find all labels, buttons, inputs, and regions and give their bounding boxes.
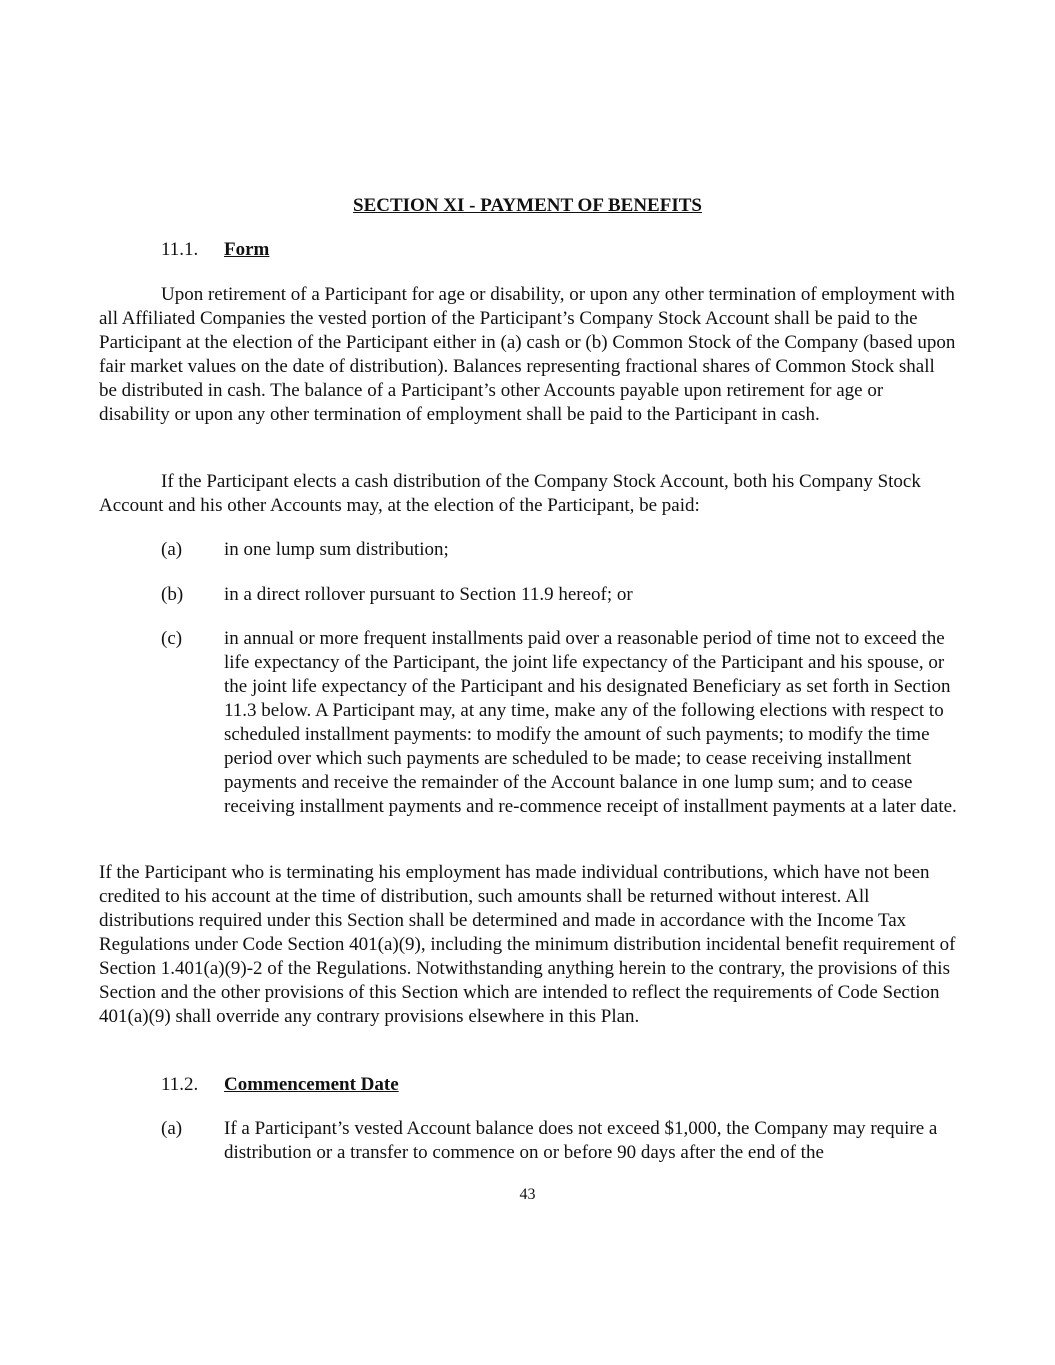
page-number: 43 xyxy=(519,1186,536,1203)
heading-title: Commencement Date xyxy=(224,1074,399,1095)
list-item-text: If a Participant’s vested Account balance does not exceed $1,000, the Company may require a distribution or a transfer to commence on or before 90 days after the end of the xyxy=(224,1118,938,1163)
paragraph-form-1: Upon retirement of a Participant for age or disability, or upon any other termination of employment with all Affiliated Companies the vested portion of the Participant’s Company Stock Account shall be paid to the Participant at the election of the Participant either in (a) cash or (b) Common Stock of the Company (based upon fair market values on the date of distribution). Balances representing fractional shares of Common Stock shall be distributed in cash. The balance of a Participant’s other Accounts payable upon retirement for age or disability or upon any other termination of employment shall be paid to the Participant in cash. xyxy=(99,284,956,425)
paragraph-form-3: If the Participant who is terminating his employment has made individual contributions, which have not been credited to his account at the time of distribution, such amounts shall be returned without interest. All distributions required under this Section shall be determined and made in accordance with the Income Tax Regulations under Code Section 401(a)(9), including the minimum distribution incidental benefit requirement of Section 1.401(a)(9)-2 of the Regulations. Notwithstanding anything herein to the contrary, the provisions of this Section and the other provisions of this Section which are intended to reflect the requirements of Code Section 401(a)(9) shall override any contrary provisions elsewhere in this Plan. xyxy=(99,862,956,1027)
section-title: SECTION XI - PAYMENT OF BENEFITS xyxy=(353,195,702,216)
list-item-text: in a direct rollover pursuant to Section 11.9 hereof; or xyxy=(224,584,633,605)
list-item-label: (a) xyxy=(161,539,183,560)
list-item-a xyxy=(161,538,957,562)
list-item-b xyxy=(161,583,957,607)
heading-form xyxy=(161,238,269,262)
list-item-label: (c) xyxy=(161,628,183,649)
list-item-commencement-a xyxy=(161,1117,957,1165)
list-item-label: (b) xyxy=(161,584,184,605)
list-item-label: (a) xyxy=(161,1118,183,1139)
heading-commencement-date xyxy=(161,1073,399,1097)
list-item-c xyxy=(161,627,957,819)
paragraph-form-2: If the Participant elects a cash distribution of the Company Stock Account, both his Company Stock Account and his other Accounts may, at the election of the Participant, be paid: xyxy=(99,471,921,516)
list-item-text: in one lump sum distribution; xyxy=(224,539,449,560)
heading-number: 11.2. xyxy=(161,1074,199,1095)
list-item-text: in annual or more frequent installments paid over a reasonable period of time not to exceed the life expectancy of the Participant, the joint life expectancy of the Participant and his spouse, or the joint life expectancy of the Participant and his designated Beneficiary as set forth in Section 11.3 below. A Participant may, at any time, make any of the following elections with respect to scheduled installment payments: to modify the amount of such payments; to modify the time period over which such payments are scheduled to be made; to cease receiving installment payments and receive the remainder of the Account balance in one lump sum; and to cease receiving installment payments and re-commence receipt of installment payments at a later date. xyxy=(224,628,957,817)
heading-title: Form xyxy=(224,239,270,260)
heading-number: 11.1. xyxy=(161,239,199,260)
